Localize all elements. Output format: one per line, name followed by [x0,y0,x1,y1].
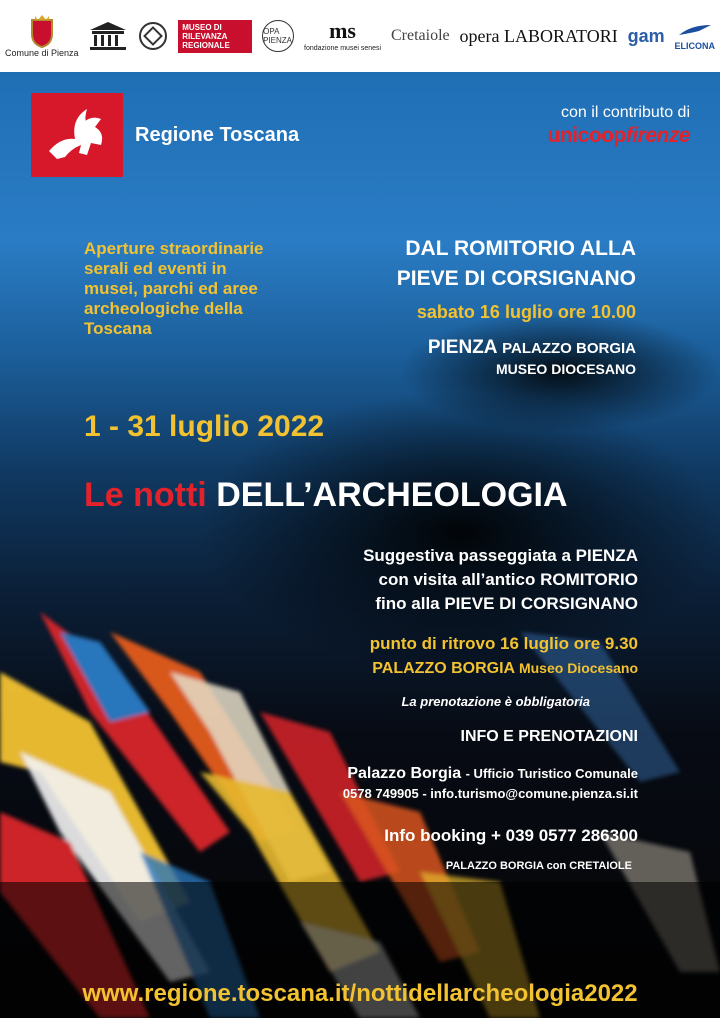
coat-of-arms-icon [29,14,55,48]
intro-text: Aperture straordinarie serali ed eventi in musei, parchi ed aree archeologiche della Toscana [84,239,264,338]
event-title-line2: PIEVE DI CORSIGNANO [396,267,636,290]
event-title-line1: DAL ROMITORIO ALLA [405,237,636,260]
regione-toscana-flag [31,93,123,177]
tourist-office: Palazzo Borgia - Ufficio Turistico Comunale 0578 749905 - info.turismo@comune.pienza.si.it [343,764,638,804]
contact-line: 0578 749905 - info.turismo@comune.pienza.si.it [342,786,638,801]
winged-horse-icon [31,93,123,177]
comune-pienza-logo: Comune di Pienza [5,6,79,66]
fms-logo: ms fondazione musei senesi [304,18,382,52]
contribution-label: con il contributo di [561,104,690,121]
museo-rilevanza-logo: MUSEO DI RILEVANZA REGIONALE [178,6,252,66]
event-date: sabato 16 luglio ore 10.00 [416,302,636,322]
meeting-point: punto di ritrovo 16 luglio ore 9.30 PALAZZO BORGIA Museo Diocesano [369,634,638,677]
gam-logo: gam [627,25,665,46]
unicoop-logo: unicoopfirenze [547,124,690,147]
website-url[interactable]: www.regione.toscana.it/nottidellarcheologia2022 [82,980,638,1007]
event-place: PIENZA PALAZZO BORGIA [427,337,636,358]
festival-title: Le notti DELL’ARCHEOLOGIA [84,476,568,514]
poster-body [0,72,720,1018]
booking-phone: Info booking + 039 0577 286300 [384,826,638,845]
unesco-logo [88,6,128,66]
temple-icon [88,20,128,52]
cretaiole-logo: Cretaiole [391,27,450,44]
info-heading: INFO E PRENOTAZIONI [460,728,638,745]
booking-required-note: La prenotazione è obbligatoria [401,694,590,709]
elicona-logo: ELICONA [675,6,716,66]
event-museum: MUSEO DIOCESANO [495,361,636,377]
sponsor-logo-bar [0,0,720,73]
opera-logo: opera LABORATORI [459,25,618,46]
region-name: Regione Toscana [135,124,300,146]
walk-description: Suggestiva passeggiata a PIENZA con visita all’antico ROMITORIO fino alla PIEVE DI CORSIGNANO [363,546,638,613]
heritage-emblem-icon [138,21,168,51]
event-block [397,234,636,377]
festival-dates: 1 - 31 luglio 2022 [84,410,325,443]
world-heritage-logo [138,6,168,66]
credit-line: PALAZZO BORGIA con CRETAIOLE [445,860,632,872]
runner-icon [677,21,713,41]
opa-logo: OPA PIENZA [262,6,294,66]
